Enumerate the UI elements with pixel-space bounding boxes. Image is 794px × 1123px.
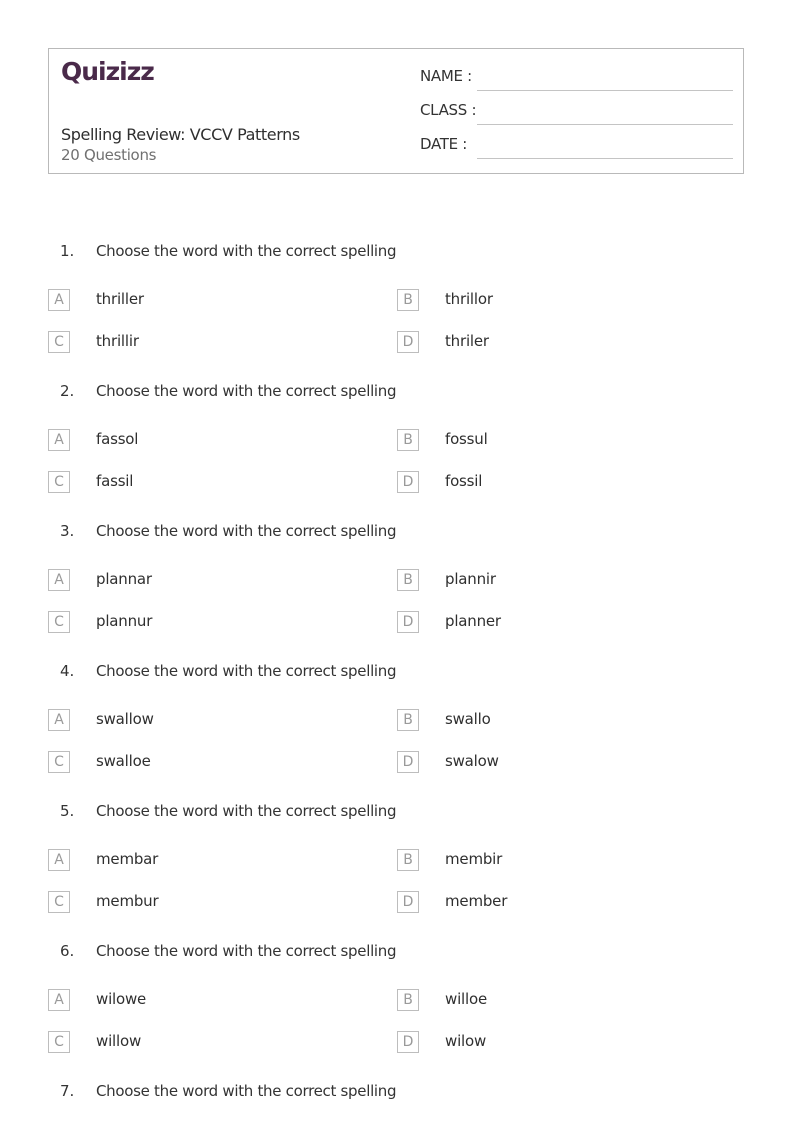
question-count: 20 Questions: [61, 146, 157, 164]
question-number: 7.: [60, 1082, 75, 1100]
option-a-text: swallow: [96, 710, 154, 728]
class-label: CLASS :: [420, 101, 477, 119]
option-d-checkbox[interactable]: D: [397, 891, 419, 913]
question-number: 6.: [60, 942, 75, 960]
option-d-checkbox[interactable]: D: [397, 471, 419, 493]
option-b-checkbox[interactable]: B: [397, 569, 419, 591]
option-c-checkbox[interactable]: C: [48, 1031, 70, 1053]
question-number: 3.: [60, 522, 75, 540]
option-d-text: thriler: [445, 332, 489, 350]
question-number: 4.: [60, 662, 75, 680]
option-b-checkbox[interactable]: B: [397, 849, 419, 871]
option-d-text: swalow: [445, 752, 499, 770]
name-line[interactable]: [477, 90, 733, 91]
option-d-text: wilow: [445, 1032, 487, 1050]
name-label: NAME :: [420, 67, 472, 85]
option-b-checkbox[interactable]: B: [397, 709, 419, 731]
option-a-checkbox[interactable]: A: [48, 989, 70, 1011]
option-a-checkbox[interactable]: A: [48, 289, 70, 311]
option-d-text: member: [445, 892, 508, 910]
option-c-checkbox[interactable]: C: [48, 331, 70, 353]
question-text: Choose the word with the correct spelling: [96, 662, 397, 680]
question-text: Choose the word with the correct spelling: [96, 942, 397, 960]
option-b-text: willoe: [445, 990, 487, 1008]
question-number: 2.: [60, 382, 75, 400]
option-d-checkbox[interactable]: D: [397, 751, 419, 773]
option-c-text: membur: [96, 892, 159, 910]
option-a-text: membar: [96, 850, 159, 868]
option-b-text: swallo: [445, 710, 491, 728]
option-a-checkbox[interactable]: A: [48, 849, 70, 871]
question-number: 1.: [60, 242, 75, 260]
date-field[interactable]: [420, 135, 733, 159]
option-c-checkbox[interactable]: C: [48, 751, 70, 773]
question-number: 5.: [60, 802, 75, 820]
option-a-text: fassol: [96, 430, 139, 448]
option-c-checkbox[interactable]: C: [48, 891, 70, 913]
question-text: Choose the word with the correct spelling: [96, 522, 397, 540]
question-text: Choose the word with the correct spelling: [96, 1082, 397, 1100]
date-label: DATE :: [420, 135, 468, 153]
option-d-text: planner: [445, 612, 501, 630]
option-b-text: thrillor: [445, 290, 493, 308]
option-b-checkbox[interactable]: B: [397, 289, 419, 311]
question-text: Choose the word with the correct spelling: [96, 382, 397, 400]
date-line[interactable]: [477, 158, 733, 159]
option-a-text: plannar: [96, 570, 152, 588]
worksheet-header: [48, 48, 744, 174]
name-field[interactable]: [420, 67, 733, 91]
option-a-checkbox[interactable]: A: [48, 429, 70, 451]
question-text: Choose the word with the correct spelling: [96, 242, 397, 260]
worksheet-title: Spelling Review: VCCV Patterns: [61, 125, 300, 144]
option-c-text: plannur: [96, 612, 153, 630]
question-text: Choose the word with the correct spelling: [96, 802, 397, 820]
option-d-text: fossil: [445, 472, 483, 490]
class-line[interactable]: [477, 124, 733, 125]
option-b-checkbox[interactable]: B: [397, 989, 419, 1011]
quizizz-logo: Quizizz: [61, 57, 154, 86]
option-b-text: plannir: [445, 570, 496, 588]
option-d-checkbox[interactable]: D: [397, 611, 419, 633]
option-b-text: fossul: [445, 430, 488, 448]
option-d-checkbox[interactable]: D: [397, 1031, 419, 1053]
option-a-text: thriller: [96, 290, 144, 308]
option-c-text: willow: [96, 1032, 142, 1050]
option-c-text: thrillir: [96, 332, 139, 350]
option-c-checkbox[interactable]: C: [48, 471, 70, 493]
option-c-text: swalloe: [96, 752, 151, 770]
option-a-text: wilowe: [96, 990, 147, 1008]
class-field[interactable]: [420, 101, 733, 125]
option-a-checkbox[interactable]: A: [48, 709, 70, 731]
option-b-text: membir: [445, 850, 503, 868]
option-c-text: fassil: [96, 472, 134, 490]
option-d-checkbox[interactable]: D: [397, 331, 419, 353]
option-c-checkbox[interactable]: C: [48, 611, 70, 633]
option-a-checkbox[interactable]: A: [48, 569, 70, 591]
option-b-checkbox[interactable]: B: [397, 429, 419, 451]
